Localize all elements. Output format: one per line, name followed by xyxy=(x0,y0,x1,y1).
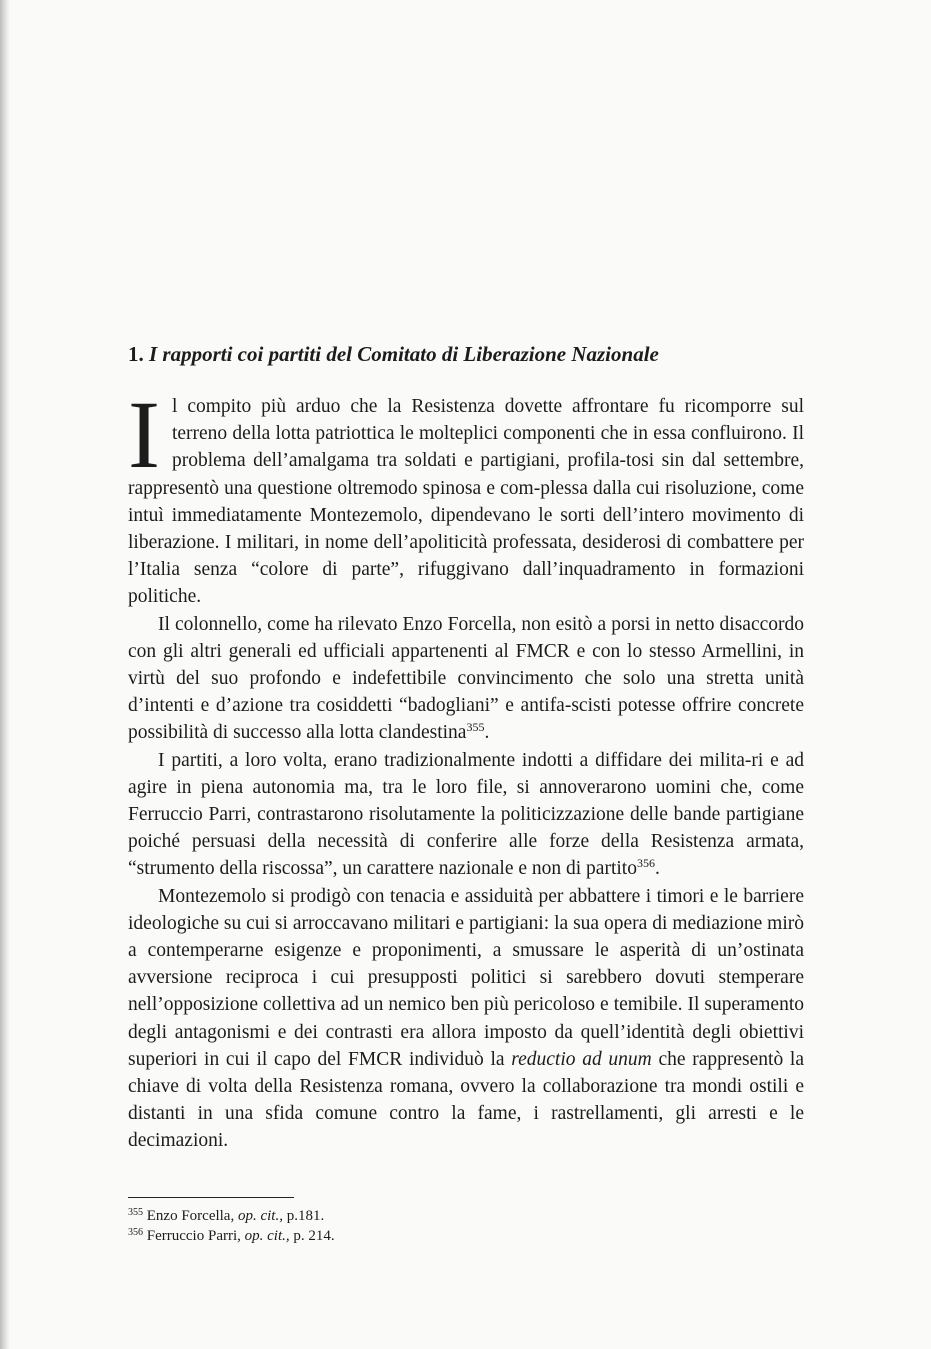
footnote-ref: op. cit., xyxy=(237,1207,283,1224)
section-title: I rapporti coi partiti del Comitato di Liberazione Nazionale xyxy=(149,342,659,366)
paragraph-2-end: . xyxy=(484,722,490,744)
section-number: 1. xyxy=(128,342,144,366)
paragraph-3-end: . xyxy=(654,858,660,880)
paragraph-2 xyxy=(128,611,804,747)
paragraph-4-italic: reductio ad unum xyxy=(511,1048,652,1070)
footnote-number: 355 xyxy=(128,1206,143,1218)
drop-cap: I xyxy=(128,381,160,488)
footnote-number: 356 xyxy=(128,1226,143,1238)
page-body xyxy=(128,342,804,1246)
paragraph-4-text-after: che rappresentò la chiave di volta della Resistenza romana, ovvero la collaborazione tra mondi ostili e distanti in una sfida comune contro la fame, i rastrellamenti, gli arresti e le decimazioni. xyxy=(128,1048,805,1152)
body-text xyxy=(128,381,805,1155)
paragraph-4 xyxy=(128,883,804,1155)
footnote-page: p. 214. xyxy=(289,1227,335,1244)
paragraph-3-text: I partiti, a loro volta, erano tradizionalmente indotti a diffidare dei milita-ri e ad agire in piena autonomia ma, tra le loro file, si annoverarono uomini che, come Ferruccio Parri, contrastarono risolutamente la politicizzazione delle bande partigiane poiché persuasi della necessità di conferire alle forze della Resistenza armata, “strumento della riscossa”, un carattere nazionale e non di partito xyxy=(128,749,804,880)
footnote-author: Ferruccio Parri, xyxy=(146,1227,245,1244)
footnote-ref-356[interactable]: 356 xyxy=(636,856,655,871)
footnote-page: p.181. xyxy=(282,1207,325,1224)
footnote-356 xyxy=(128,1226,804,1246)
footnote-author: Enzo Forcella, xyxy=(146,1207,238,1224)
scan-shadow-edge xyxy=(0,0,10,1349)
footnotes xyxy=(128,1206,804,1246)
footnote-355 xyxy=(128,1206,804,1226)
footnote-divider xyxy=(128,1197,294,1198)
footnote-ref: op. cit., xyxy=(244,1227,290,1244)
paragraph-1 xyxy=(128,381,804,611)
paragraph-1-text: l compito più arduo che la Resistenza dovette affrontare fu ricomporre sul terreno della lotta patriottica le molteplici componenti che in essa confluirono. Il problema dell’amalgama tra soldati e partigiani, profila-tosi sin dal settembre, rappresentò una questione oltremodo spinosa e com-plessa dalla cui risoluzione, come intuì immediatamente Montezemolo, dipendevano le sorti dell’intero movimento di liberazione. I militari, in nome dell’apoliticità professata, desiderosi di combattere per l’Italia senza “colore di parte”, rifuggivano dall’inquadramento in formazioni politiche. xyxy=(128,396,804,608)
paragraph-4-text-before: Montezemolo si prodigò con tenacia e assiduità per abbattere i timori e le barriere ideologiche su cui si arroccavano militari e partigiani: la sua opera di mediazione mirò a contemperarne esigenze e proponimenti, a smussare le asperità di un’ostinata avversione reciproca i cui presupposti politici si sarebbero dovuti stemperare nell’opposizione collettiva ad un nemico ben più pericoloso e temibile. Il superamento degli antagonismi e dei contrasti era allora imposto da quell’identità degli obiettivi superiori in cui il capo del FMCR individuò la xyxy=(128,885,804,1070)
paragraph-3 xyxy=(128,747,804,883)
section-heading xyxy=(128,342,804,367)
footnote-ref-355[interactable]: 355 xyxy=(466,720,485,735)
paragraph-2-text: Il colonnello, come ha rilevato Enzo Forcella, non esitò a porsi in netto disaccordo con gli altri generali ed ufficiali appartenenti al FMCR e con lo stesso Armellini, in virtù del suo profondo e indefettibile convincimento che solo una stretta unità d’intenti e d’azione tra cosiddetti “badogliani” e antifa-scisti potesse offrire concrete possibilità di successo alla lotta clandestina xyxy=(128,613,804,744)
